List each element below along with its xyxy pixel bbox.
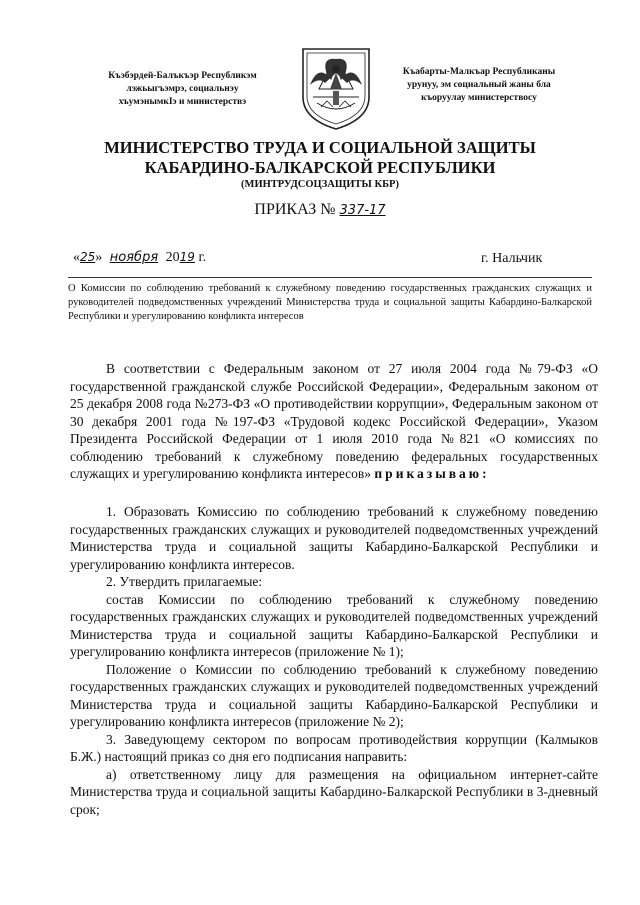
date-year-unit: г. <box>198 250 207 265</box>
header-left-line: лэжьыгъэмрэ, социальнэу <box>126 84 239 94</box>
header-left-line: Къэбэрдей-Балъкъэр Республикэм <box>108 71 257 81</box>
city: г. Нальчик <box>481 251 543 266</box>
header-right-line: Къабарты-Малкъар Республиканы <box>402 67 556 77</box>
republic-title: КАБАРДИНО-БАЛКАРСКОЙ РЕСПУБЛИКИ <box>144 158 496 177</box>
item-2: 2. Утвердить прилагаемые: <box>106 574 263 589</box>
date-year-suffix: 19 <box>179 250 195 264</box>
item-2a: состав Комиссии по соблюдению требований к служебному поведению государственных гражданских служащих и руководителей подведомственных учреждений Министерства труда и социальной защиты Кабардино-Балкарской Республики и урегулированию конфликта интересов (приложение № 1); <box>70 591 598 659</box>
order-label: ПРИКАЗ № <box>254 201 336 218</box>
header-left-kabardian <box>70 70 295 109</box>
topic-divider <box>68 277 592 278</box>
item-3a: а) ответственному лицу для размещения на официальном интернет-сайте Министерства труда и социальной защиты Кабардино-Балкарской Республики в 3-дневный срок; <box>70 766 598 817</box>
order-date: «25» ноября 2019 г. <box>73 250 207 265</box>
order-number: 337-17 <box>339 203 386 218</box>
ministry-abbreviation: (МИНТРУДСОЦЗАЩИТЫ КБР) <box>241 179 399 190</box>
order-command: приказываю: <box>374 466 490 481</box>
header-right-line: къоруулау министерствосу <box>421 93 537 103</box>
header-right-balkar <box>384 66 574 105</box>
preamble-text: В соответствии с Федеральным законом от 27 июля 2004 года №79-ФЗ «О государственной гражданской службе Российской Федерации», Федеральным законом от 25 декабря 2008 года №273-ФЗ «О противодействии коррупции», Федеральным законом от 30 декабря 2001 года №197-ФЗ «Трудовой кодекс Российской Федерации», Указом Президента Российской Федерации от 1 июля 2010 года №821 «О комиссиях по соблюдению требований к служебному поведению федеральных государственных служащих и урегулированию конфликта интересов» <box>70 361 598 481</box>
date-year-prefix: 20 <box>165 250 180 265</box>
date-day: 25 <box>80 250 96 264</box>
order-topic: О Комиссии по соблюдению требований к служебному поведению государственных гражданских служащих и руководителей подведомственных учреждений Министерства труда и социальной защиты Кабардино-Балкарской Республики и урегулированию конфликта интересов <box>68 283 592 322</box>
date-month: ноября <box>109 250 159 265</box>
ministry-title: МИНИСТЕРСТВО ТРУДА И СОЦИАЛЬНОЙ ЗАЩИТЫ <box>104 138 536 157</box>
item-1: 1. Образовать Комиссию по соблюдению требований к служебному поведению государственных гражданских служащих и руководителей подведомственных учреждений Министерства труда и социальной защиты Кабардино-Балкарской Республики и урегулированию конфликта интересов. <box>70 504 598 572</box>
header-right-line: урунуу, эм социальный жаны бла <box>407 80 551 90</box>
order-items <box>70 503 598 818</box>
item-2b: Положение о Комиссии по соблюдению требований к служебному поведению государственных гражданских служащих и руководителей подведомственных учреждений Министерства труда и социальной защиты Кабардино-Балкарской Республики и урегулированию конфликта интересов (приложение № 2); <box>70 661 598 729</box>
preamble <box>70 360 598 483</box>
coat-of-arms-emblem <box>297 45 375 131</box>
order-heading <box>60 201 580 219</box>
item-3: 3. Заведующему сектором по вопросам противодействия коррупции (Калмыков Б.Ж.) настоящий приказ со дня его подписания направить: <box>70 731 598 764</box>
header-left-line: хъумэнымкIэ и министерствэ <box>118 97 247 107</box>
